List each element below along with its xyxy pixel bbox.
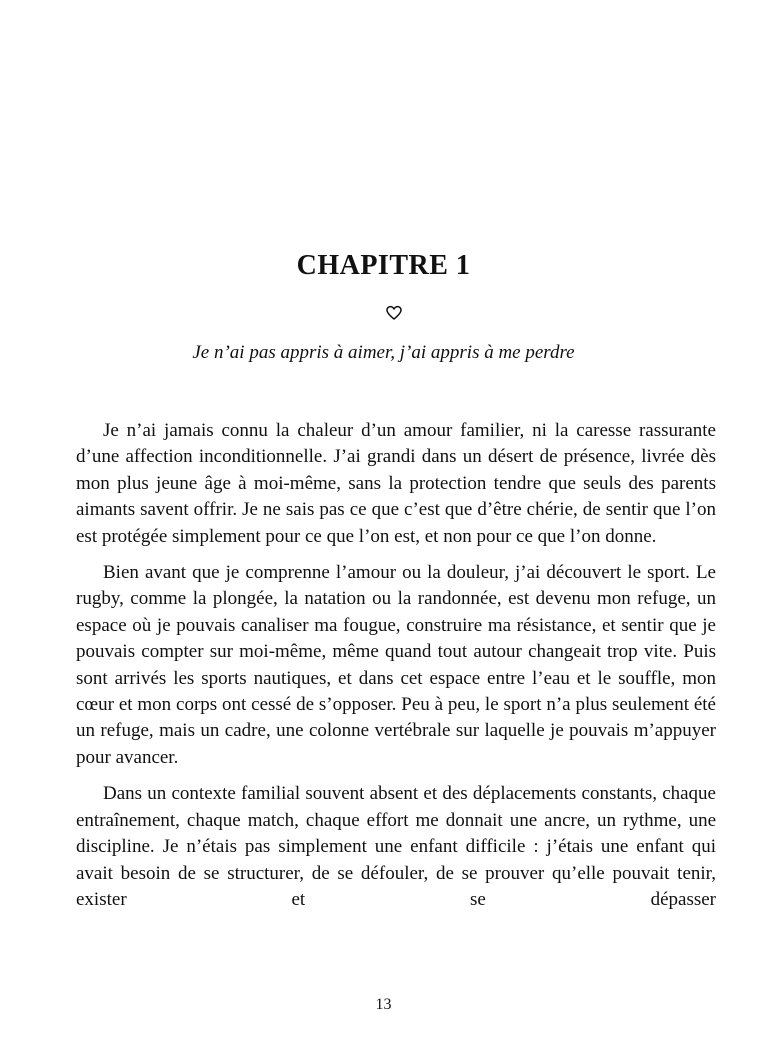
- paragraph: Je n’ai jamais connu la chaleur d’un amour familier, ni la caresse rassurante d’une affection inconditionnelle. J’ai grandi dans un désert de présence, livrée dès mon plus jeune âge à moi-même, sans la protection tendre que seuls des parents aimants savent offrir. Je ne sais pas ce que c’est que d’être chérie, de sentir que l’on est protégée simplement pour ce que l’on est, et non pour ce que l’on donne.: [76, 420, 716, 547]
- paragraph: Dans un contexte familial souvent absent et des déplacements constants, chaque entraînement, chaque match, chaque effort me donnait une ancre, un rythme, une discipline. Je n’étais pas simplement une enfant difficile : j’étais une enfant qui avait besoin de se structurer, de se défouler, de se prouver qu’elle pouvait tenir, exister et se dépasser: [76, 783, 716, 910]
- paragraph: Bien avant que je comprenne l’amour ou la douleur, j’ai découvert le sport. Le rugby, comme la plongée, la natation ou la randonnée, est devenu mon refuge, un espace où je pouvais canaliser ma fougue, construire ma résistance, et sentir que je pouvais compter sur moi-même, même quand tout autour changeait trop vite. Puis sont arrivés les sports nautiques, et dans cet espace entre l’eau et le souffle, mon cœur et mon corps ont cessé de s’opposer. Peu à peu, le sport n’a plus seulement été un refuge, mais un cadre, une colonne vertébrale sur laquelle je pouvais m’appuyer pour avancer.: [76, 562, 716, 768]
- chapter-epigraph: Je n’ai pas appris à aimer, j’ai appris à me perdre: [192, 342, 575, 363]
- chapter-title: CHAPITRE 1: [296, 250, 471, 281]
- heart-outline-icon: [386, 305, 402, 321]
- page-number: 13: [375, 996, 392, 1013]
- chapter-body: [76, 418, 716, 923]
